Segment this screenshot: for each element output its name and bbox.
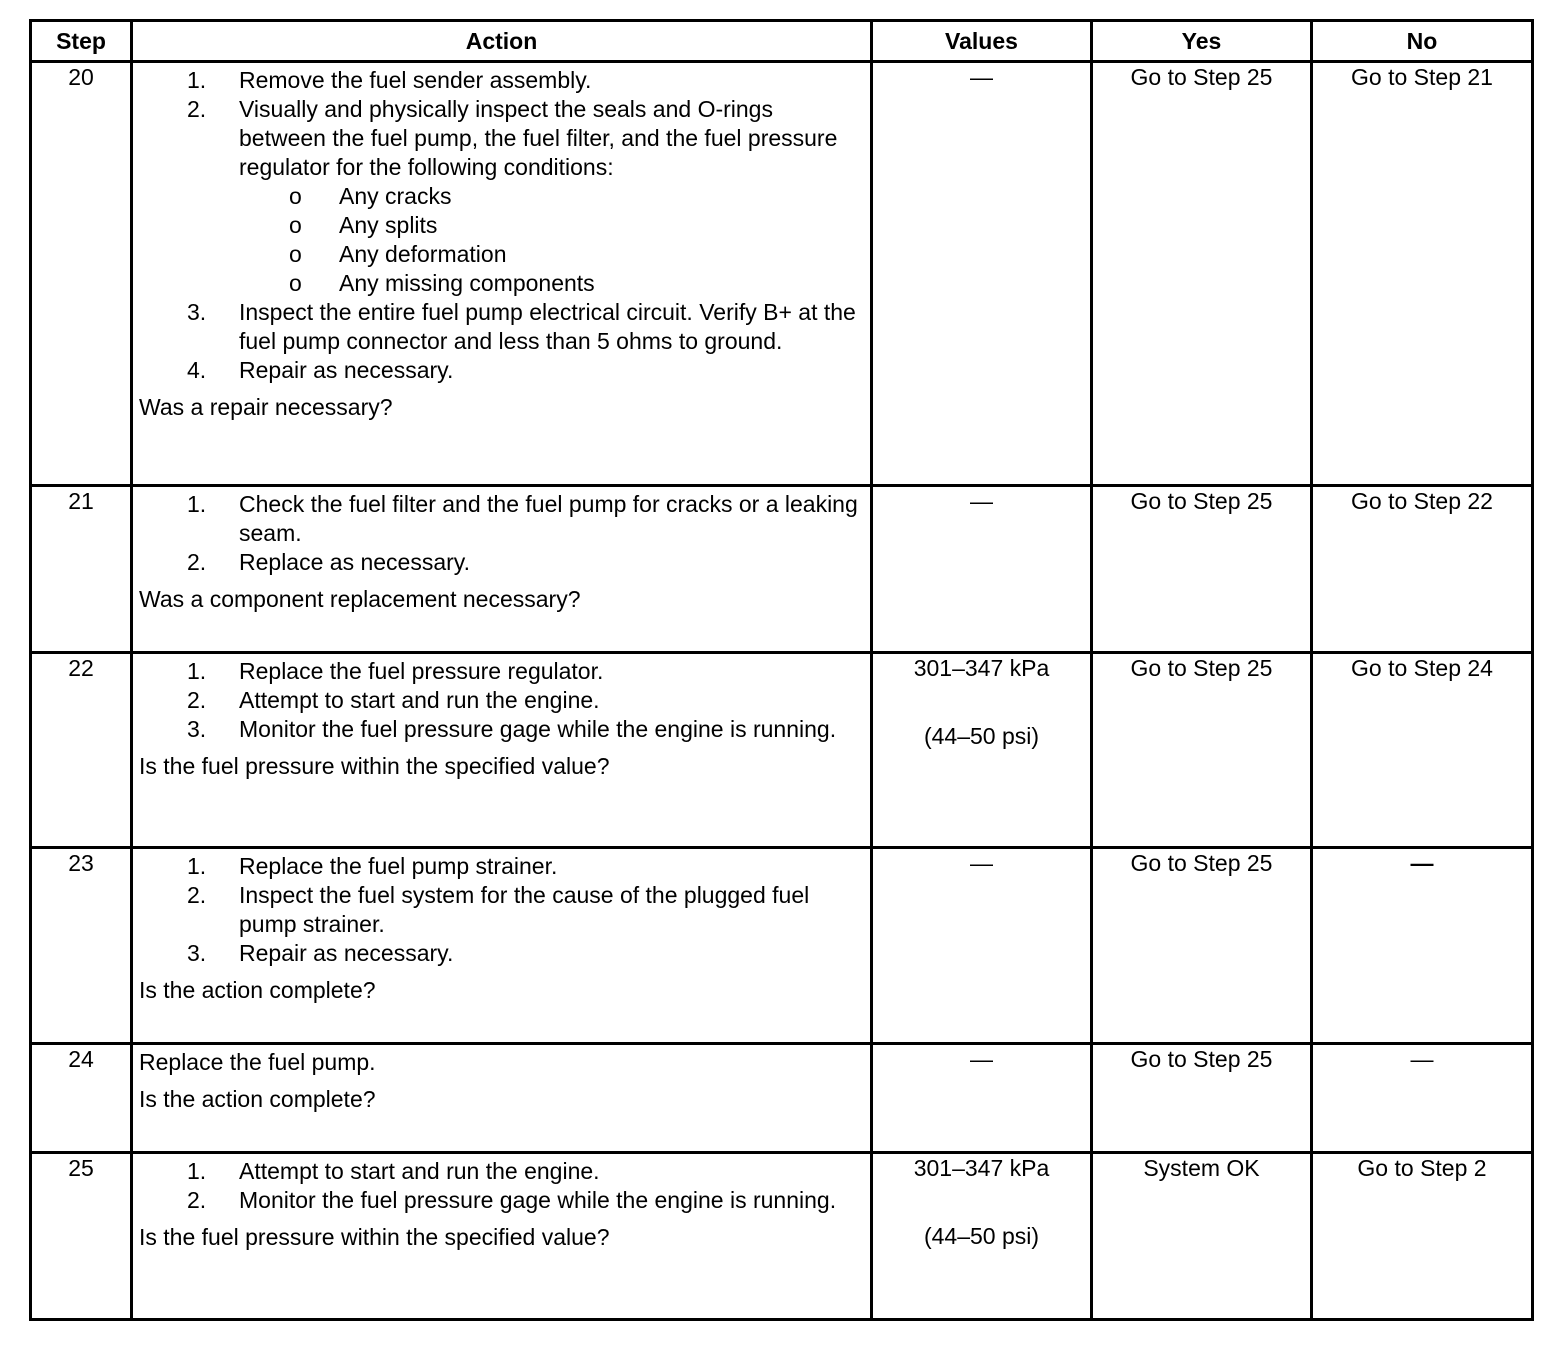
item-number: 2. <box>187 96 207 122</box>
item-number: 1. <box>187 658 207 684</box>
action-text: Replace the fuel pump. <box>139 1049 376 1075</box>
item-text: Repair as necessary. <box>239 940 454 966</box>
action-cell <box>132 62 872 486</box>
values-cell: — <box>872 486 1092 653</box>
sub-item-text: Any cracks <box>339 183 452 209</box>
item-text: Check the fuel filter and the fuel pump for cracks or a leaking seam. <box>239 491 858 546</box>
action-list <box>139 1157 864 1215</box>
diagnostic-table-container <box>29 19 1531 1321</box>
yes-link: Go to Step 25 <box>1092 62 1312 486</box>
action-item <box>139 881 864 939</box>
step-number: 23 <box>31 848 132 1044</box>
item-text: Inspect the entire fuel pump electrical circuit. Verify B+ at the fuel pump connector and less than 5 ohms to ground. <box>239 299 856 354</box>
action-item <box>139 686 864 715</box>
action-item <box>139 548 864 577</box>
sub-bullet: o <box>289 183 302 209</box>
sub-item-text: Any splits <box>339 212 438 238</box>
question-text: Is the fuel pressure within the specified value? <box>139 1224 610 1250</box>
item-number: 3. <box>187 299 207 325</box>
diagnostic-table <box>29 19 1534 1321</box>
action-content <box>139 852 864 1005</box>
header-step: Step <box>31 21 132 62</box>
item-text: Repair as necessary. <box>239 357 454 383</box>
yes-link: Go to Step 25 <box>1092 653 1312 848</box>
action-content <box>139 1048 864 1114</box>
action-list <box>139 657 864 744</box>
yes-link: Go to Step 25 <box>1092 848 1312 1044</box>
no-link: Go to Step 24 <box>1312 653 1533 848</box>
step-number: 25 <box>31 1153 132 1320</box>
values-cell: — <box>872 848 1092 1044</box>
action-cell <box>132 653 872 848</box>
item-text: Replace the fuel pump strainer. <box>239 853 558 879</box>
no-link: Go to Step 22 <box>1312 486 1533 653</box>
item-text: Replace as necessary. <box>239 549 470 575</box>
action-cell <box>132 1044 872 1153</box>
item-number: 2. <box>187 549 207 575</box>
item-text: Monitor the fuel pressure gage while the engine is running. <box>239 716 837 742</box>
action-item <box>139 95 864 298</box>
header-values: Values <box>872 21 1092 62</box>
action-cell <box>132 486 872 653</box>
sub-bullet: o <box>289 241 302 267</box>
header-row <box>31 21 1533 62</box>
header-action: Action <box>132 21 872 62</box>
action-content <box>139 1157 864 1252</box>
value-imperial: (44–50 psi) <box>923 723 1040 749</box>
item-text: Attempt to start and run the engine. <box>239 687 600 713</box>
action-list <box>139 852 864 968</box>
action-cell <box>132 1153 872 1320</box>
sub-item-text: Any deformation <box>339 241 507 267</box>
action-content <box>139 657 864 781</box>
question-text: Is the action complete? <box>139 977 376 1003</box>
values-cell <box>872 1153 1092 1320</box>
values-cell: — <box>872 62 1092 486</box>
no-link: Go to Step 2 <box>1312 1153 1533 1320</box>
item-number: 1. <box>187 853 207 879</box>
action-item <box>139 939 864 968</box>
table-row <box>31 653 1533 848</box>
header-yes: Yes <box>1092 21 1312 62</box>
action-item <box>139 852 864 881</box>
item-text: Attempt to start and run the engine. <box>239 1158 600 1184</box>
action-list <box>139 66 864 385</box>
sub-bullet: o <box>289 270 302 296</box>
action-item <box>139 298 864 356</box>
yes-link: Go to Step 25 <box>1092 486 1312 653</box>
table-row <box>31 62 1533 486</box>
item-text: Replace the fuel pressure regulator. <box>239 658 604 684</box>
item-text: Remove the fuel sender assembly. <box>239 67 592 93</box>
table-row <box>31 1153 1533 1320</box>
no-link: — <box>1312 1044 1533 1153</box>
value-imperial: (44–50 psi) <box>923 1223 1040 1249</box>
yes-link: Go to Step 25 <box>1092 1044 1312 1153</box>
sub-item <box>239 211 864 240</box>
yes-link: System OK <box>1092 1153 1312 1320</box>
item-text: Monitor the fuel pressure gage while the engine is running. <box>239 1187 837 1213</box>
sub-item <box>239 269 864 298</box>
table-row <box>31 486 1533 653</box>
action-item <box>139 1186 864 1215</box>
sub-item-text: Any missing components <box>339 270 595 296</box>
question-text: Was a component replacement necessary? <box>139 586 581 612</box>
question-text: Is the action complete? <box>139 1086 376 1112</box>
value-metric: 301–347 kPa <box>913 655 1050 681</box>
step-number: 24 <box>31 1044 132 1153</box>
action-item <box>139 1157 864 1186</box>
action-item <box>139 715 864 744</box>
value-metric: 301–347 kPa <box>913 1155 1050 1181</box>
step-number: 22 <box>31 653 132 848</box>
item-number: 1. <box>187 67 207 93</box>
table-row <box>31 848 1533 1044</box>
item-number: 1. <box>187 491 207 517</box>
action-cell <box>132 848 872 1044</box>
item-text: Visually and physically inspect the seals and O-rings between the fuel pump, the fuel filter, and the fuel pressure regulator for the following conditions: <box>239 96 838 180</box>
values-cell <box>872 653 1092 848</box>
question-text: Was a repair necessary? <box>139 394 393 420</box>
step-number: 21 <box>31 486 132 653</box>
action-item <box>139 657 864 686</box>
sub-list <box>239 182 864 298</box>
action-item <box>139 490 864 548</box>
table-row <box>31 1044 1533 1153</box>
no-link: Go to Step 21 <box>1312 62 1533 486</box>
sub-item <box>239 240 864 269</box>
action-content <box>139 66 864 422</box>
item-number: 3. <box>187 940 207 966</box>
item-number: 2. <box>187 1187 207 1213</box>
item-number: 1. <box>187 1158 207 1184</box>
item-number: 3. <box>187 716 207 742</box>
sub-bullet: o <box>289 212 302 238</box>
item-number: 4. <box>187 357 207 383</box>
item-number: 2. <box>187 882 207 908</box>
values-cell: — <box>872 1044 1092 1153</box>
action-item <box>139 356 864 385</box>
item-number: 2. <box>187 687 207 713</box>
question-text: Is the fuel pressure within the specified value? <box>139 753 610 779</box>
header-no: No <box>1312 21 1533 62</box>
action-content <box>139 490 864 614</box>
item-text: Inspect the fuel system for the cause of the plugged fuel pump strainer. <box>239 882 810 937</box>
sub-item <box>239 182 864 211</box>
action-list <box>139 490 864 577</box>
action-item <box>139 66 864 95</box>
step-number: 20 <box>31 62 132 486</box>
no-link: — <box>1312 848 1533 1044</box>
